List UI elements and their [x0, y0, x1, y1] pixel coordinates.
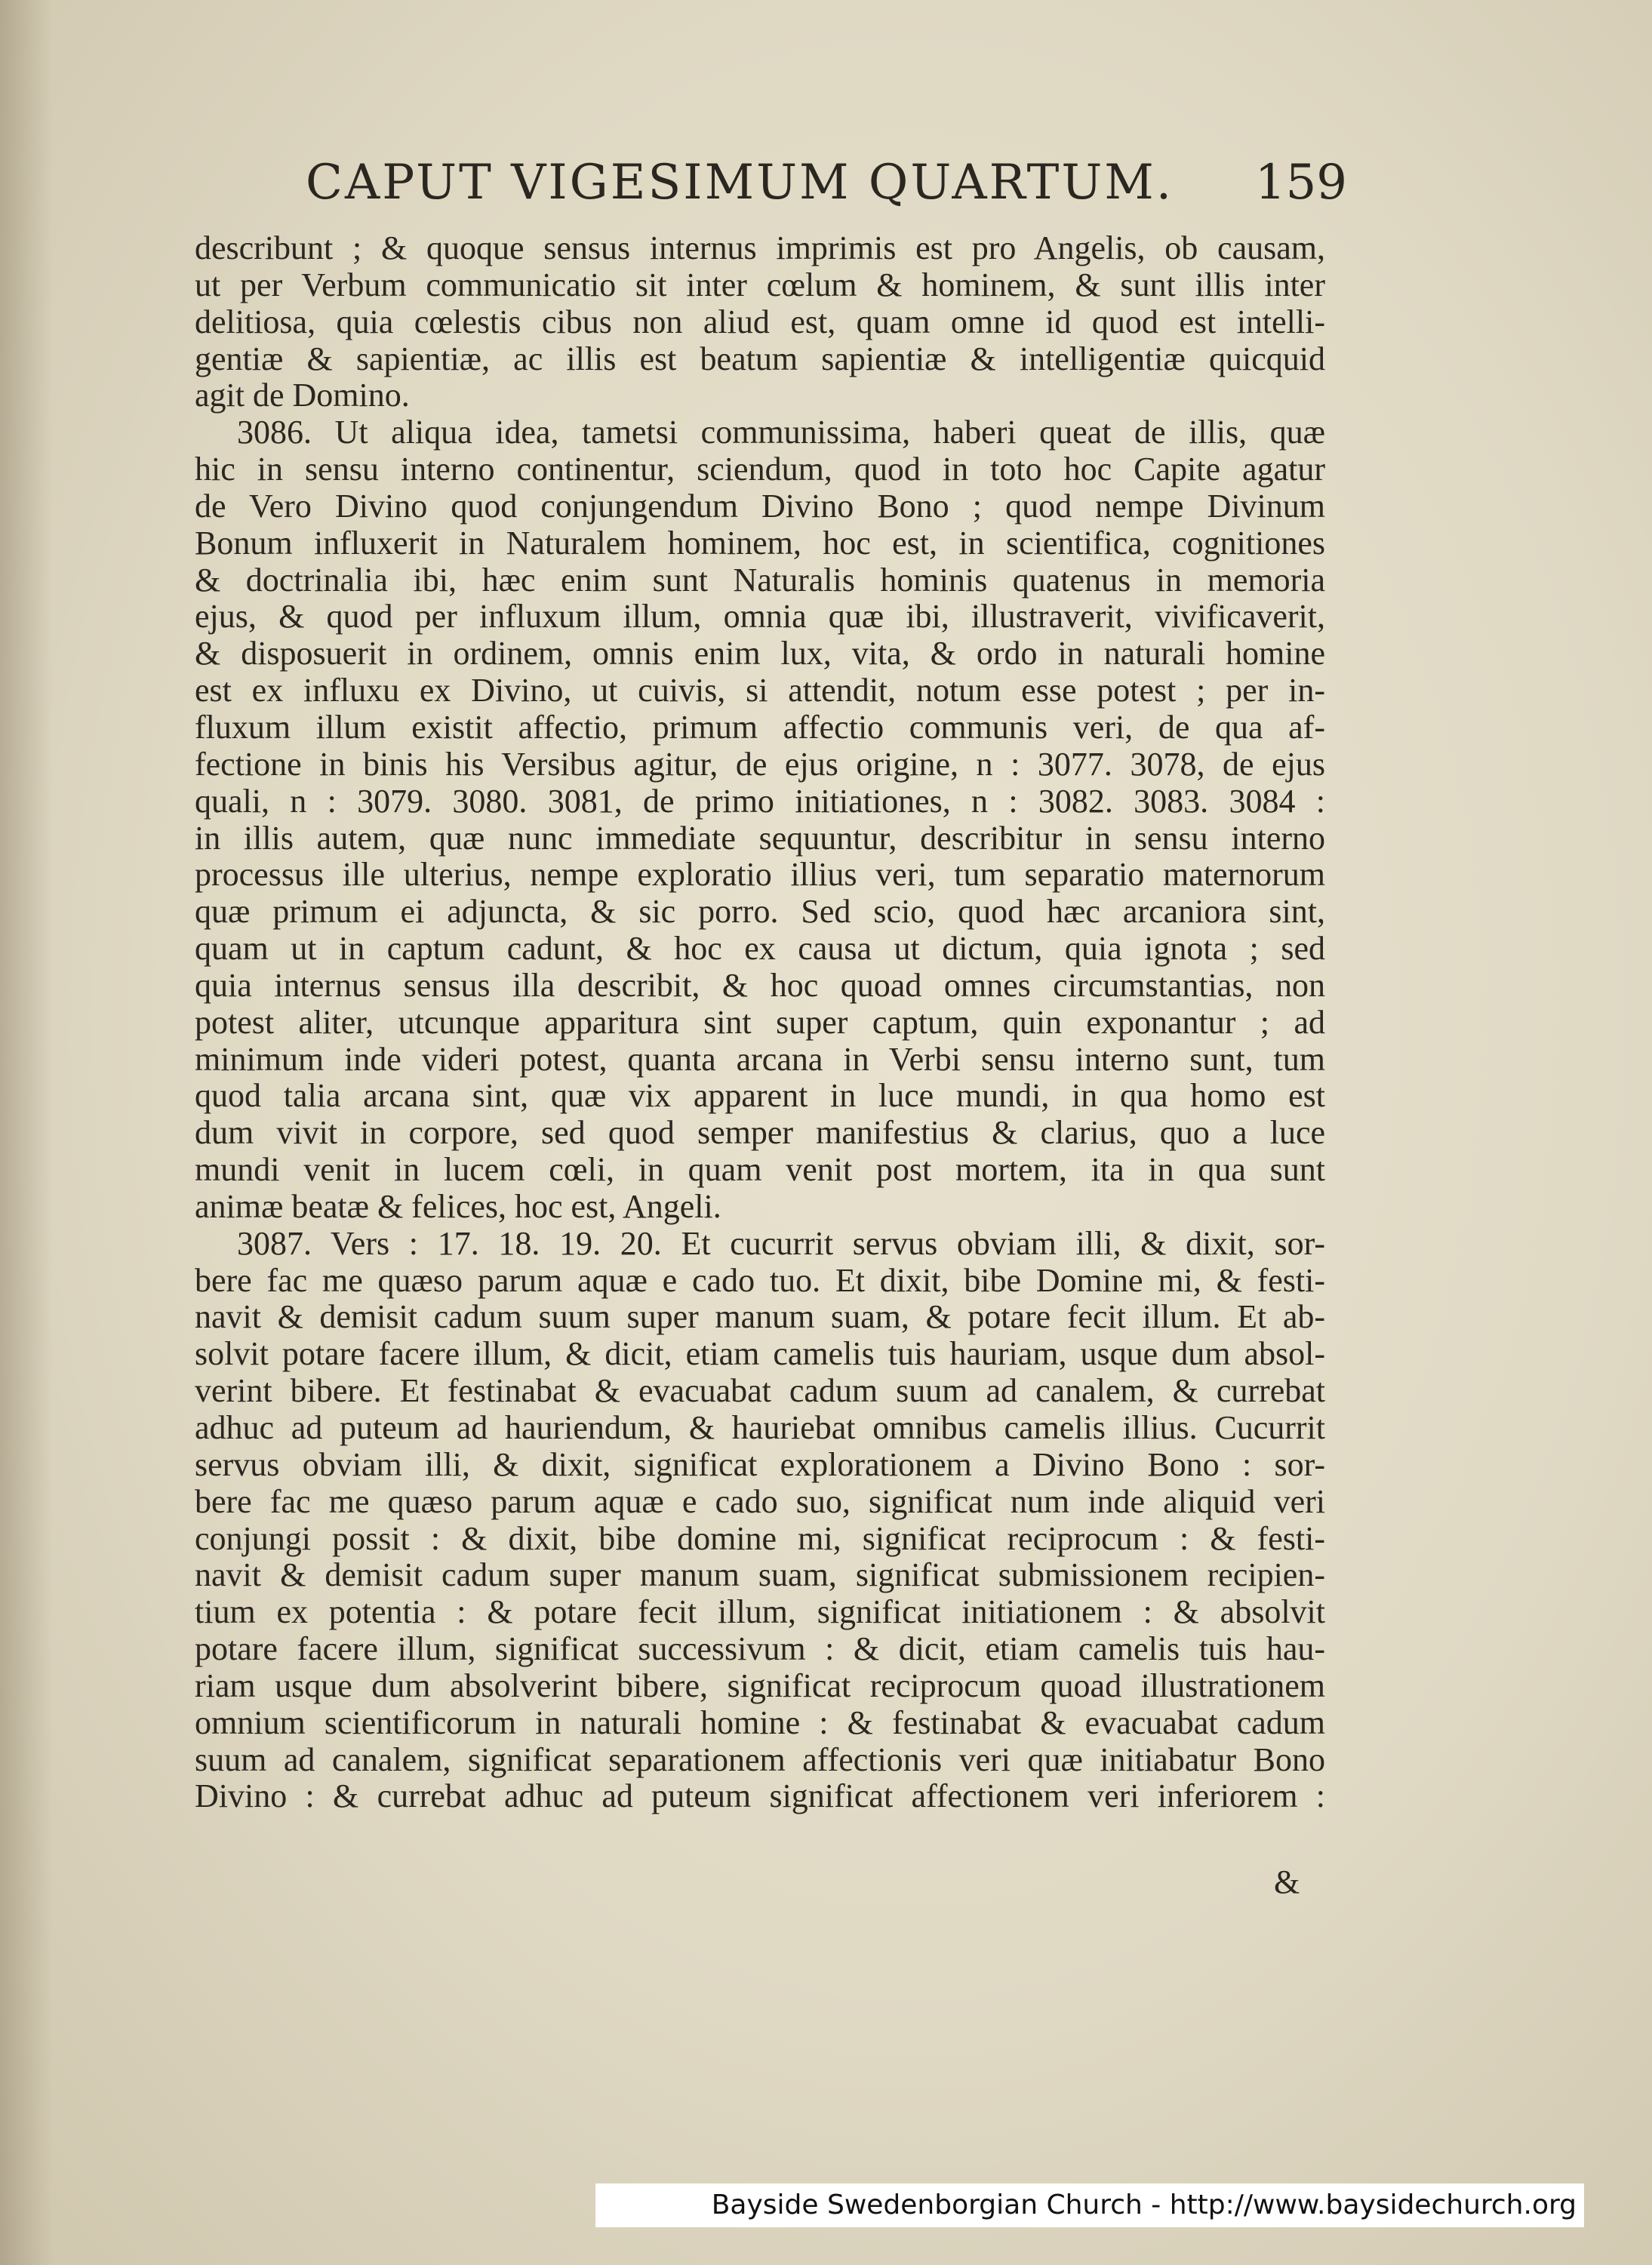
- text-line: bere fac me quæso parum aquæ e cado tuo. Et dixit, bibe Domine mi, & festi-: [195, 1262, 1325, 1299]
- text-line: de Vero Divino quod conjungendum Divino Bono ; quod nempe Divinum: [195, 488, 1325, 525]
- text-line: & doctrinalia ibi, hæc enim sunt Naturalis hominis quatenus in memoria: [195, 562, 1325, 599]
- text-line: fectione in binis his Versibus agitur, de ejus origine, n : 3077. 3078, de ejus: [195, 746, 1325, 783]
- paragraph-3087-start: 3087. Vers : 17. 18. 19. 20. Et cucurrit servus obviam illi, & dixit, sor-: [237, 1225, 1325, 1262]
- text-line: solvit potare facere illum, & dicit, etiam camelis tuis hauriam, usque dum absol-: [195, 1336, 1325, 1373]
- text-line: minimum inde videri potest, quanta arcana in Verbi sensu interno sunt, tum: [195, 1041, 1325, 1078]
- text-line: potare facere illum, significat successivum : & dicit, etiam camelis tuis hau-: [195, 1631, 1325, 1668]
- page-number: 159: [1254, 155, 1347, 211]
- text-line: tium ex potentia : & potare fecit illum, significat initiationem : & absolvit: [195, 1594, 1325, 1631]
- text-line: navit & demisit cadum suum super manum suam, & potare fecit illum. Et ab-: [195, 1299, 1325, 1336]
- page-gutter-shadow: [0, 0, 53, 2265]
- text-line: quod talia arcana sint, quæ vix apparent in luce mundi, in qua homo est: [195, 1078, 1325, 1115]
- text-line: in illis autem, quæ nunc immediate sequuntur, describitur in sensu interno: [195, 820, 1325, 857]
- watermark-footer: Bayside Swedenborgian Church - http://www.baysidechurch.org: [595, 2183, 1584, 2227]
- text-line: fluxum illum existit affectio, primum affectio communis veri, de qua af-: [195, 709, 1325, 746]
- text-line: bere fac me quæso parum aquæ e cado suo, significat num inde aliquid veri: [195, 1483, 1325, 1520]
- text-line: verint bibere. Et festinabat & evacuabat cadum suum ad canalem, & currebat: [195, 1373, 1325, 1410]
- text-line: quam ut in captum cadunt, & hoc ex causa ut dictum, quia ignota ; sed: [195, 931, 1325, 968]
- catchword: &: [1274, 1863, 1300, 1900]
- text-line: agit de Domino.: [195, 377, 410, 414]
- text-line: mundi venit in lucem cœli, in quam venit post mortem, ita in qua sunt: [195, 1152, 1325, 1189]
- text-line: conjungi possit : & dixit, bibe domine mi, significat reciprocum : & festi-: [195, 1520, 1325, 1557]
- text-line: quia internus sensus illa describit, & hoc quoad omnes circumstantias, non: [195, 967, 1325, 1004]
- text-line: adhuc ad puteum ad hauriendum, & hauriebat omnibus camelis illius. Cucurrit: [195, 1410, 1325, 1446]
- text-line: processus ille ulterius, nempe exploratio illius veri, tum separatio maternorum: [195, 857, 1325, 894]
- text-line: riam usque dum absolverint bibere, significat reciprocum quoad illustrationem: [195, 1667, 1325, 1704]
- body-text: [195, 230, 1325, 1815]
- text-line: quali, n : 3079. 3080. 3081, de primo initiationes, n : 3082. 3083. 3084 :: [195, 783, 1325, 820]
- text-line: est ex influxu ex Divino, ut cuivis, si attendit, notum esse potest ; per in-: [195, 672, 1325, 709]
- text-line: Divino : & currebat adhuc ad puteum significat affectionem veri inferiorem :: [195, 1778, 1325, 1815]
- text-line: delitiosa, quia cœlestis cibus non aliud est, quam omne id quod est intelli-: [195, 303, 1325, 340]
- page-header: [306, 155, 1347, 215]
- running-title: CAPUT VIGESIMUM QUARTUM.: [306, 155, 1174, 211]
- text-line: Bonum influxerit in Naturalem hominem, hoc est, in scientifica, cognitiones: [195, 525, 1325, 562]
- text-line: servus obviam illi, & dixit, significat explorationem a Divino Bono : sor-: [195, 1446, 1325, 1483]
- paragraph-3086-start: 3086. Ut aliqua idea, tametsi communissima, haberi queat de illis, quæ: [237, 414, 1325, 451]
- text-line: & disposuerit in ordinem, omnis enim lux, vita, & ordo in naturali homine: [195, 635, 1325, 672]
- text-line: ut per Verbum communicatio sit inter cœlum & hominem, & sunt illis inter: [195, 266, 1325, 303]
- text-line: omnium scientificorum in naturali homine : & festinabat & evacuabat cadum: [195, 1704, 1325, 1741]
- text-line: ejus, & quod per influxum illum, omnia quæ ibi, illustraverit, vivificaverit,: [195, 599, 1325, 635]
- text-line: dum vivit in corpore, sed quod semper manifestius & clarius, quo a luce: [195, 1115, 1325, 1152]
- text-line: animæ beatæ & felices, hoc est, Angeli.: [195, 1188, 721, 1225]
- text-line: describunt ; & quoque sensus internus imprimis est pro Angelis, ob causam,: [195, 230, 1325, 266]
- text-line: navit & demisit cadum super manum suam, significat submissionem recipien-: [195, 1557, 1325, 1594]
- text-line: hic in sensu interno continentur, sciendum, quod in toto hoc Capite agatur: [195, 451, 1325, 488]
- text-line: potest aliter, utcunque apparitura sint super captum, quin exponantur ; ad: [195, 1004, 1325, 1041]
- text-line: quæ primum ei adjuncta, & sic porro. Sed scio, quod hæc arcaniora sint,: [195, 894, 1325, 931]
- text-line: gentiæ & sapientiæ, ac illis est beatum sapientiæ & intelligentiæ quicquid: [195, 340, 1325, 377]
- text-line: suum ad canalem, significat separationem affectionis veri quæ initiabatur Bono: [195, 1741, 1325, 1778]
